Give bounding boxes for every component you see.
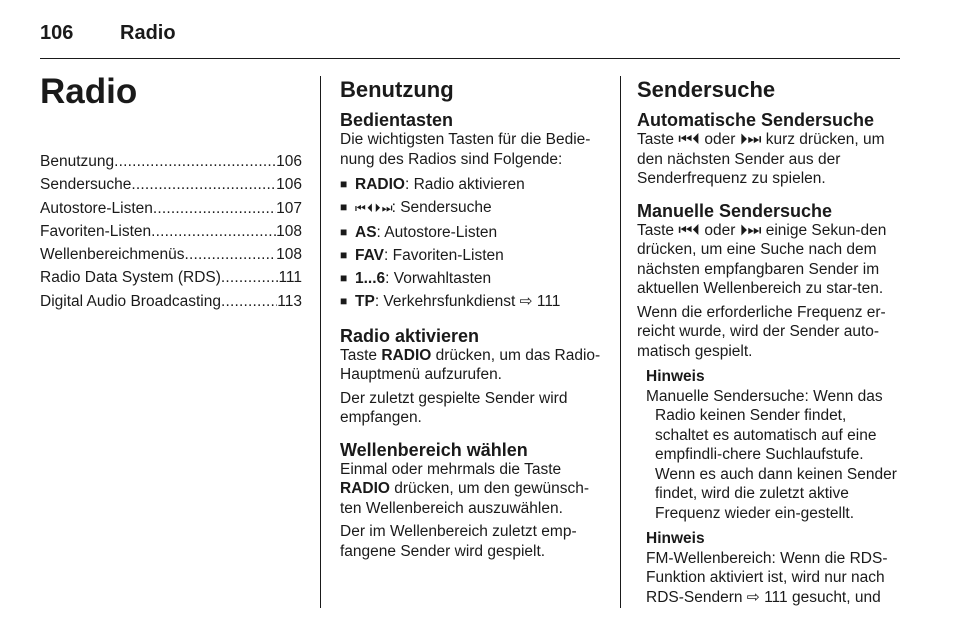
paragraph: Taste ⏮⏴ oder ⏵⏭ kurz drücken, um den nächsten Sender aus der Senderfrequenz zu spielen.	[637, 131, 885, 187]
section-title: Benutzung	[340, 77, 454, 102]
hint-title: Hinweis	[646, 530, 705, 547]
list-item: ■ ⏮ ⏴ ⏵ ⏭: Sendersuche	[340, 196, 603, 220]
column-divider	[620, 76, 621, 608]
toc-entry[interactable]: Radio Data System (RDS) ..... 111	[40, 266, 302, 289]
paragraph: Einmal oder mehrmals die Taste RADIO drücken, um den gewünsch-ten Wellenbereich auszuwählen.	[340, 460, 589, 517]
subsection-heading: Manuelle Sendersuche	[637, 200, 833, 221]
toc-column	[40, 66, 302, 313]
toc-entry[interactable]: Autostore-Listen ..... 107	[40, 197, 302, 220]
hint-text: FM-Wellenbereich: Wenn die RDS-Funktion aktiviert ist, wird nur nach RDS-Sendern ⇨ 111 gesucht, und	[646, 549, 888, 606]
bullet-list	[340, 173, 603, 314]
toc-entry[interactable]: Wellenbereichmenüs ..... 108	[40, 243, 302, 266]
page-header	[40, 18, 900, 59]
paragraph: Der zuletzt gespielte Sender wird empfangen.	[340, 389, 568, 427]
hint-text: Manuelle Sendersuche: Wenn das Radio keinen Sender findet, schaltet es automatisch auf eine empfindli-chere Suchlaufstufe. Wenn es auch dann keinen Sender findet, wird die zuletzt aktive Frequenz wieder ein-gestellt.	[646, 387, 897, 522]
list-item: ■ AS: Autostore-Listen	[340, 221, 603, 244]
paragraph: Der im Wellenbereich zuletzt emp-fangene Sender wird gespielt.	[340, 523, 577, 560]
subsection-heading: Wellenbereich wählen	[340, 439, 528, 460]
table-of-contents	[40, 150, 302, 313]
toc-entry[interactable]: Benutzung ..... 106	[40, 150, 302, 173]
toc-entry[interactable]: Favoriten-Listen ..... 108	[40, 220, 302, 243]
bullet-icon: ■	[340, 200, 348, 215]
column-divider	[320, 76, 321, 608]
list-item: ■ TP: Verkehrsfunkdienst ⇨ 111	[340, 290, 603, 313]
subsection-heading: Radio aktivieren	[340, 325, 480, 346]
hint-title: Hinweis	[646, 368, 705, 385]
toc-entry[interactable]: Digital Audio Broadcasting ..... 113	[40, 290, 302, 313]
list-item: ■ 1...6: Vorwahltasten	[340, 267, 603, 290]
page-number: 106	[40, 22, 74, 44]
header-title: Radio	[120, 22, 176, 44]
bullet-icon: ■	[340, 177, 348, 191]
chapter-title: Radio	[40, 72, 138, 111]
bullet-icon: ■	[340, 247, 348, 262]
toc-entry[interactable]: Sendersuche ..... 106	[40, 173, 302, 196]
paragraph: Die wichtigsten Tasten für die Bedie-nung des Radios sind Folgende:	[340, 131, 591, 168]
paragraph: Taste RADIO drücken, um das Radio-Hauptmenü aufzurufen.	[340, 346, 601, 384]
paragraph: Taste ⏮⏴ oder ⏵⏭ einige Sekun-den drücken, um eine Suche nach dem nächsten empfangbaren Sender im aktuellen Wellenbereich zu star-ten.	[637, 221, 887, 297]
subsection-heading: Automatische Sendersuche	[637, 110, 875, 130]
hint-block	[637, 367, 903, 523]
paragraph: Wenn die erforderliche Frequenz er-reicht wurde, wird der Sender auto-matisch gespielt.	[637, 303, 886, 360]
hint-block	[637, 529, 903, 607]
sendersuche-column	[637, 66, 903, 611]
subsection-heading: Bedientasten	[340, 110, 454, 130]
list-item: ■ FAV: Favoriten-Listen	[340, 244, 603, 267]
benutzung-column	[340, 66, 603, 565]
list-item: ■ RADIO: Radio aktivieren	[340, 173, 603, 196]
bullet-icon: ■	[340, 271, 348, 286]
bullet-icon: ■	[340, 294, 348, 309]
seek-buttons-icon: ⏮ ⏴ ⏵ ⏭	[355, 201, 392, 216]
bullet-icon: ■	[340, 224, 348, 239]
section-title: Sendersuche	[637, 77, 776, 102]
